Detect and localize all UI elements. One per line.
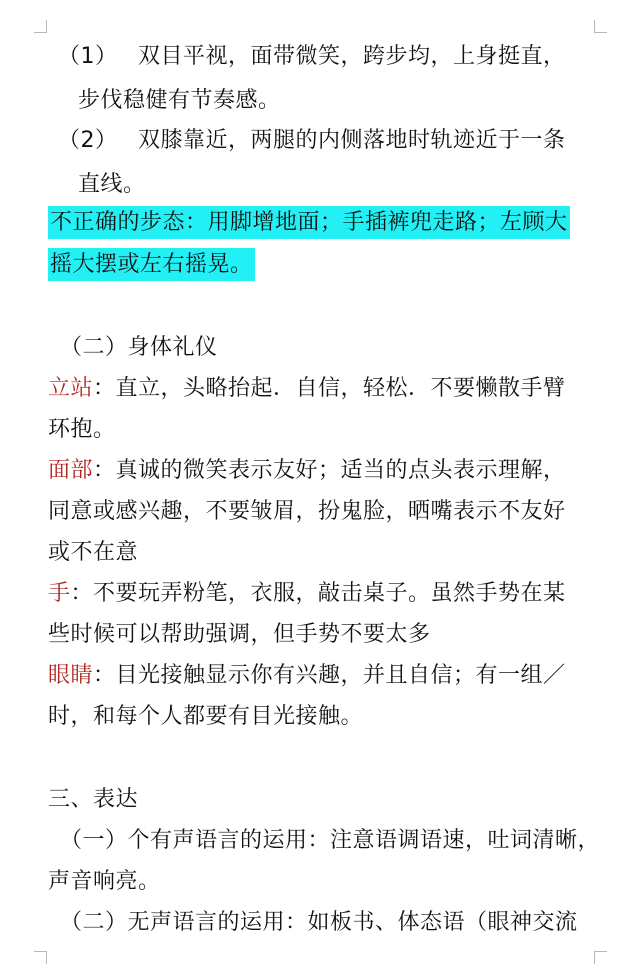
paragraph-line: 些时候可以帮助强调，但手势不要太多 bbox=[48, 622, 431, 647]
line-text: ：直立，头略抬起．自信，轻松．不要懒散手臂 bbox=[93, 376, 566, 401]
paragraph-line bbox=[58, 126, 566, 156]
page-corner-mark bbox=[594, 951, 607, 964]
paragraph-line: 声音响亮。 bbox=[48, 869, 161, 894]
page-corner-mark bbox=[34, 951, 47, 964]
term-label: 眼睛 bbox=[48, 663, 94, 688]
term-label: 手 bbox=[48, 581, 71, 606]
paragraph-line: （二）无声语言的运用：如板书、体态语（眼神交流 bbox=[60, 910, 578, 935]
highlighted-line bbox=[48, 208, 570, 238]
highlighted-text: 摇大摆或左右摇晃。 bbox=[48, 248, 255, 281]
paragraph-line bbox=[48, 374, 566, 404]
line-text: ：真诚的微笑表示友好；适当的点头表示理解， bbox=[93, 458, 566, 483]
list-number: （2） bbox=[58, 128, 118, 153]
paragraph-line bbox=[48, 661, 566, 691]
paragraph-line: 环抱。 bbox=[48, 417, 116, 442]
line-text: 双膝靠近，两腿的内侧落地时轨迹近于一条 bbox=[138, 128, 566, 153]
term-label: 面部 bbox=[48, 458, 94, 483]
line-text: 双目平视，面带微笑，跨步均，上身挺直， bbox=[138, 44, 566, 69]
paragraph-line: 步伐稳健有节奏感。 bbox=[78, 88, 281, 113]
paragraph-line: 时，和每个人都要有目光接触。 bbox=[48, 704, 364, 729]
paragraph-line bbox=[48, 456, 566, 486]
list-number: （1） bbox=[58, 44, 118, 69]
page-corner-mark bbox=[594, 20, 607, 33]
paragraph-line: 直线。 bbox=[78, 172, 146, 197]
line-text: ：不要玩弄粉笔，衣服，敲击桌子。虽然手势在某 bbox=[70, 581, 566, 606]
section-heading: 三、表达 bbox=[48, 787, 139, 812]
highlighted-text: 不正确的步态：用脚增地面；手插裤兜走路；左顾大 bbox=[48, 206, 570, 239]
paragraph-line: 或不在意 bbox=[48, 540, 139, 565]
paragraph-line: 同意或感兴趣，不要皱眉，扮鬼脸，晒嘴表示不友好 bbox=[48, 499, 566, 524]
paragraph-line bbox=[48, 579, 566, 609]
page-corner-mark bbox=[34, 20, 47, 33]
section-heading: （二）身体礼仪 bbox=[60, 335, 218, 360]
term-label: 立站 bbox=[48, 376, 94, 401]
paragraph-line: （一）个有声语言的运用：注意语调语速，吐词清晰， bbox=[60, 828, 601, 853]
highlighted-line bbox=[48, 250, 255, 280]
line-text: ：目光接触显示你有兴趣，并且自信；有一组／ bbox=[93, 663, 566, 688]
paragraph-line bbox=[58, 42, 566, 72]
